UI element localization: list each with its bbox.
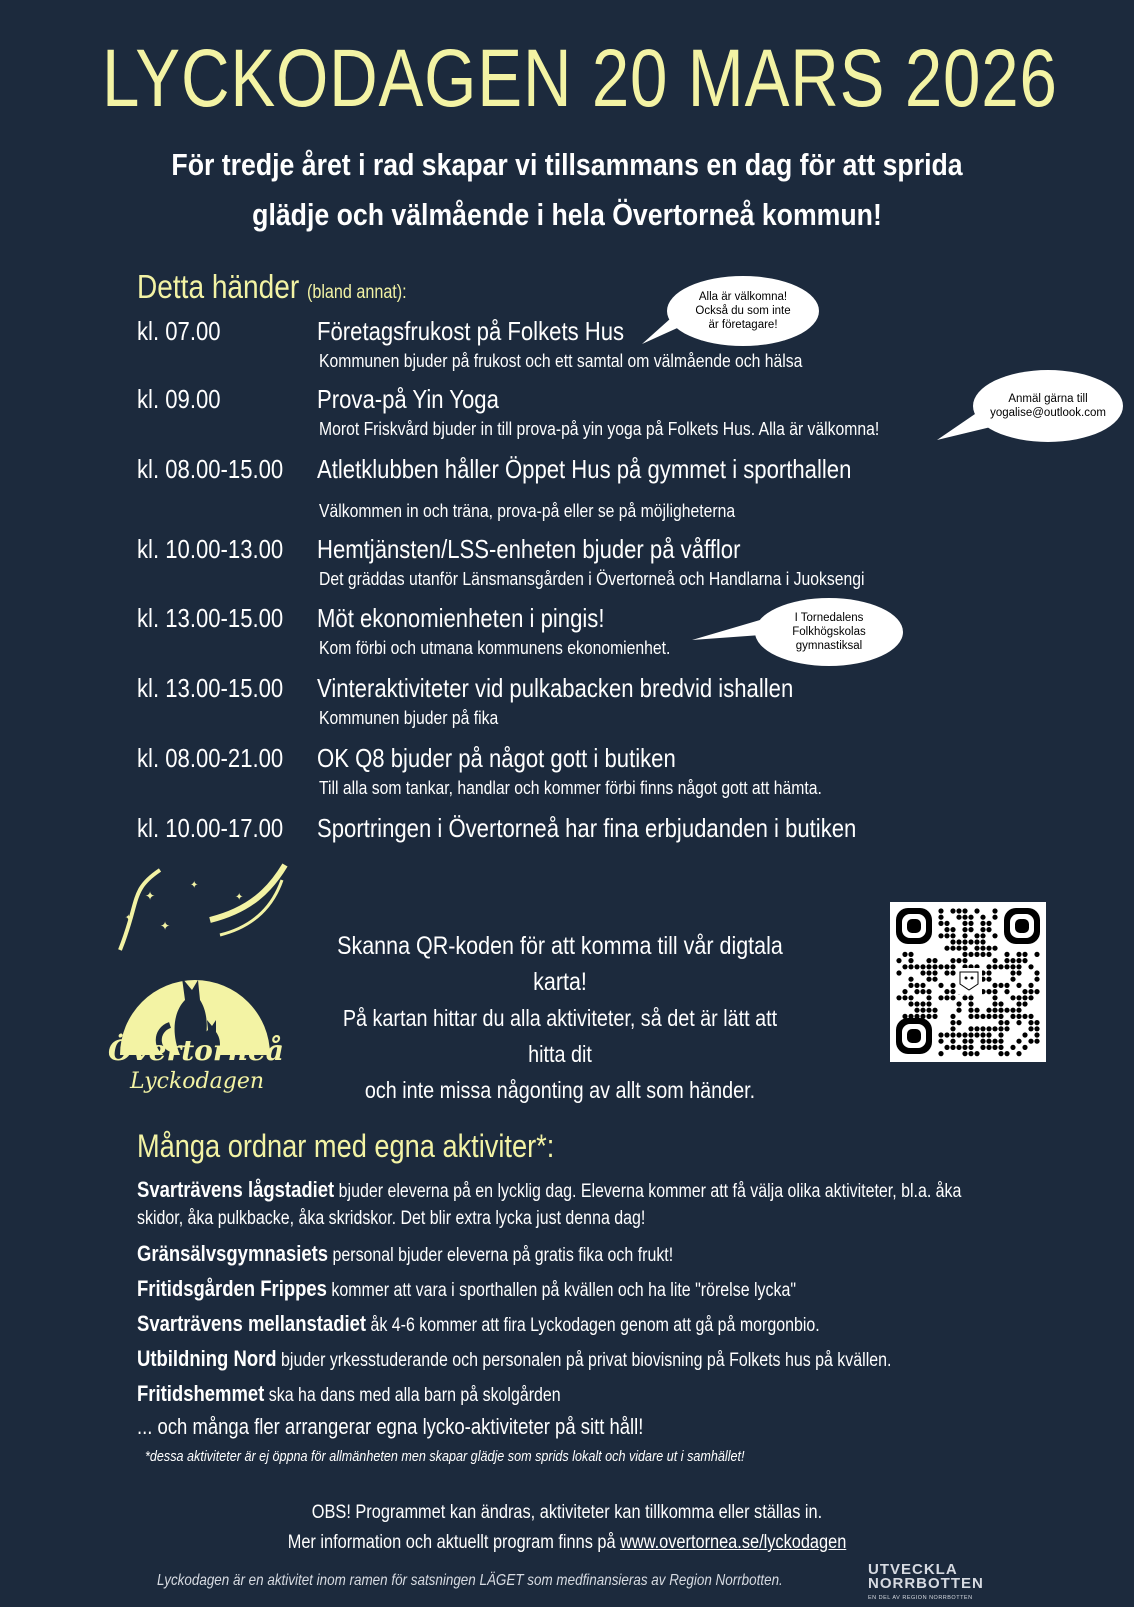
qr-line-3: och inte missa någonting av allt som händer.: [364, 1077, 756, 1103]
organizer-item: [137, 1311, 820, 1337]
organizer-item: [137, 1381, 561, 1407]
event-time: kl. 10.00-17.00: [137, 813, 284, 843]
funding-note: Lyckodagen är en aktivitet inom ramen för satsningen LÄGET som medfinansieras av Region Norrbotten.: [157, 1572, 783, 1589]
event-desc: Kom förbi och utmana kommunens ekonomienhet.: [319, 637, 671, 658]
page-title: LYCKODAGEN 20 MARS 2026: [102, 33, 1058, 124]
organizer-text: bjuder eleverna på en lycklig dag. Eleverna kommer att få välja olika aktiviteter, bl.a. åka: [334, 1181, 962, 1202]
organizers-footnote: *dessa aktiviteter är ej öppna för allmänheten men skapar glädje som sprids lokalt och vidare ut i samhället!: [145, 1448, 745, 1465]
event-time: kl. 08.00-15.00: [137, 454, 284, 484]
event-time: kl. 13.00-15.00: [137, 673, 284, 703]
logo-text-2: Lyckodagen: [130, 1069, 265, 1094]
organizer-name: Fritidsgården Frippes: [137, 1276, 327, 1301]
organizer-text: kommer att vara i sporthallen på kvällen och ha lite "rörelse lycka": [326, 1280, 797, 1301]
partner-line-3: EN DEL AV REGION NORRBOTTEN: [868, 1595, 973, 1601]
events-heading-suffix: (bland annat):: [306, 282, 407, 303]
svg-text:✦: ✦: [125, 913, 132, 922]
organizer-name: Fritidshemmet: [137, 1381, 265, 1406]
organizers-heading: Många ordnar med egna aktiviter*:: [137, 1128, 555, 1164]
partner-line-1: UTVECKLA: [868, 1561, 958, 1578]
event-time: kl. 09.00: [137, 384, 221, 414]
svg-text:✦: ✦: [190, 880, 199, 891]
speech-bubble-welcome: [667, 276, 819, 346]
organizer-item: [137, 1241, 673, 1267]
organizer-name: Utbildning Nord: [137, 1346, 277, 1371]
event-time: kl. 08.00-21.00: [137, 743, 284, 773]
event-desc: Morot Friskvård bjuder in till prova-på yin yoga på Folkets Hus. Alla är välkomna!: [319, 418, 880, 439]
organizer-item: [137, 1346, 891, 1372]
svg-text:✦: ✦: [145, 889, 156, 903]
event-time: kl. 07.00: [137, 316, 221, 346]
intro-line-1: För tredje året i rad skapar vi tillsammans en dag för att sprida: [171, 147, 963, 182]
event-name: Företagsfrukost på Folkets Hus: [317, 316, 625, 346]
event-name: OK Q8 bjuder på något gott i butiken: [317, 743, 676, 773]
organizer-text: åk 4-6 kommer att fira Lyckodagen genom att gå på morgonbio.: [366, 1315, 820, 1336]
event-time: kl. 10.00-13.00: [137, 534, 284, 564]
event-name: Prova-på Yin Yoga: [317, 384, 499, 414]
utveckla-norrbotten-logo: [868, 1563, 984, 1605]
qr-code-image: [890, 902, 1046, 1062]
svg-text:✦: ✦: [235, 892, 244, 903]
logo-text-1: Övertorneå: [108, 1034, 284, 1067]
event-desc: Kommunen bjuder på frukost och ett samtal om välmående och hälsa: [319, 350, 803, 371]
organizer-text: bjuder yrkesstuderande och personalen på privat biovisning på Folkets hus på kvällen.: [276, 1350, 892, 1371]
qr-instructions: [336, 928, 783, 1108]
organizer-item-cont: [137, 1208, 645, 1230]
event-name: Atletklubben håller Öppet Hus på gymmet i sporthallen: [317, 454, 852, 484]
obs-notice: OBS! Programmet kan ändras, aktiviteter kan tillkomma eller ställas in.: [311, 1502, 823, 1523]
events-heading: [137, 268, 407, 306]
organizers-more: ... och många fler arrangerar egna lycko-aktiviteter på sitt håll!: [137, 1414, 644, 1439]
organizer-item: [137, 1177, 961, 1203]
speech-bubble-pingis: [755, 598, 903, 666]
bubble-text: Alla är välkomna!: [698, 291, 788, 303]
qr-line-2: På kartan hittar du alla aktiviteter, så det är lätt att hitta dit: [342, 1005, 778, 1067]
event-name: Hemtjänsten/LSS-enheten bjuder på våfflor: [317, 534, 741, 564]
qr-code[interactable]: [890, 902, 1046, 1062]
event-name: Möt ekonomienheten i pingis!: [317, 603, 605, 633]
organizer-text: ska ha dans med alla barn på skolgården: [264, 1385, 561, 1406]
bubble-text: Folkhögskolas: [792, 626, 866, 638]
lyckodagen-logo: [100, 860, 300, 1110]
bubble-text: Också du som inte: [695, 305, 791, 317]
event-desc: Det gräddas utanför Länsmansgården i Övertorneå och Handlarna i Juoksengi: [319, 568, 865, 589]
organizer-name: Svarträvens mellanstadiet: [137, 1311, 367, 1336]
partner-line-2: NORRBOTTEN: [868, 1575, 984, 1592]
speech-bubble-yoga: [973, 370, 1123, 442]
event-desc: Välkommen in och träna, prova-på eller se på möjligheterna: [319, 500, 736, 521]
event-desc: Till alla som tankar, handlar och kommer förbi finns något gott att hämta.: [319, 777, 822, 798]
event-name: Sportringen i Övertorneå har fina erbjudanden i butiken: [317, 813, 857, 843]
bubble-text: gymnastiksal: [795, 640, 863, 652]
event-name: Vinteraktiviteter vid pulkabacken bredvid ishallen: [317, 673, 794, 703]
intro-text: [79, 140, 1054, 240]
bubble-text: yogalise@outlook.com: [990, 407, 1106, 419]
bubble-text: I Tornedalens: [794, 612, 864, 624]
organizer-text: skidor, åka pulkbacke, åka skridskor. Det blir extra lycka just denna dag!: [137, 1208, 646, 1229]
organizer-name: Gränsälvsgymnasiets: [137, 1241, 329, 1266]
event-desc: Kommunen bjuder på fika: [319, 707, 499, 728]
qr-line-1: Skanna QR-koden för att komma till vår digtala karta!: [337, 932, 783, 996]
more-info: [79, 1532, 1054, 1554]
lyckodagen-link[interactable]: www.overtornea.se/lyckodagen: [620, 1532, 847, 1553]
organizer-item: [137, 1276, 796, 1302]
organizer-text: personal bjuder eleverna på gratis fika och frukt!: [328, 1245, 674, 1266]
bubble-text: Anmäl gärna till: [1008, 393, 1088, 405]
intro-line-2: glädje och välmående i hela Övertorneå kommun!: [252, 197, 882, 232]
bubble-text: är företagare!: [708, 319, 778, 331]
organizer-name: Svarträvens lågstadiet: [137, 1177, 335, 1202]
more-info-text: Mer information och aktuellt program finns på: [287, 1532, 616, 1553]
svg-text:✦: ✦: [160, 919, 171, 933]
event-time: kl. 13.00-15.00: [137, 603, 284, 633]
events-heading-text: Detta händer: [137, 268, 300, 305]
